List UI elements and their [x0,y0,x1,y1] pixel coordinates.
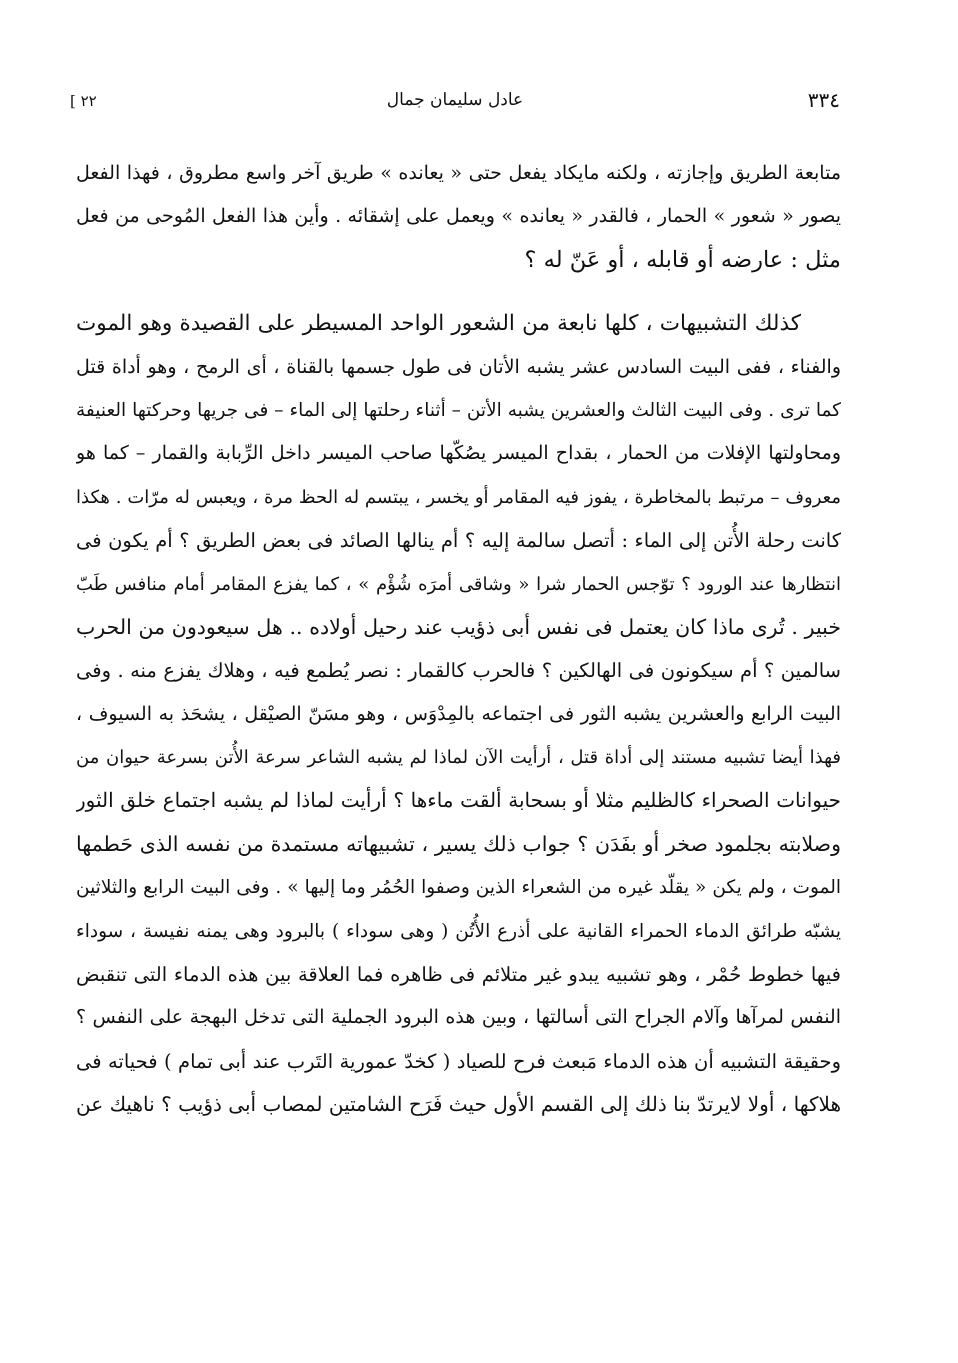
text-line: ومحاولتها الإفلات من الحمار ، بقداح الميسر يصُكّها صاحب الميسر داخل الرِّبابة والقمار – كما هو [76,442,841,465]
text-line: فهذا أيضا تشبيه مستند إلى أداة قتل ، أرأيت الآن لماذا لم يشبه الشاعر سرعة الأُتن بسرعة حيوان من [76,747,841,769]
text-line: وصلابته بجلمود صخر أو بفَدَن ؟ جواب ذلك يسير ، تشبيهاته مستمدة من نفسه الذى حَطمها [76,831,841,856]
body-text [76,152,841,1127]
running-head-author: عادل سليمان جمال [386,90,524,110]
text-line: هلاكها ، أولا لايرتدّ بنا ذلك إلى القسم الأول حيث فَرَح الشامتين لمصاب أبى ذؤيب ؟ ناهيك عن [76,1092,841,1117]
text-line: كانت رحلة الأُتن إلى الماء : أتصل سالمة إليه ؟ أم ينالها الصائد فى بعض الطريق ؟ أم يكون فى [76,529,841,553]
text-line: يشبّه طرائق الدماء الحمراء القانية على أذرع الأُتُن ( وهى سوداء ) بالبرود وهى يمنه نفيسة ، سوداء [76,920,841,942]
text-line: الموت ، ولم يكن « يقلّد غيره من الشعراء الذين وصفوا الحُمُر وما إليها » . وفى البيت الرابع والثلاثين [76,877,841,899]
paragraph-gap [76,282,841,302]
paragraph-1 [76,152,841,282]
text-line: فيها خطوط حُمْر ، وهو تشبيه يبدو غير متلائم فى ظاهره فما العلاقة بين هذه الدماء التى تنقبض [76,963,841,987]
text-line: حيوانات الصحراء كالظليم مثلا أو بسحابة ألقت ماءها ؟ أرأيت لماذا لم يشبه اجتماع خلق الثور [76,788,841,813]
text-line: والفناء ، ففى البيت السادس عشر يشبه الأتان فى طول جسمها بالقناة ، أى الرمح ، وهو أداة قتل [76,355,841,378]
text-line: مثل : عارضه أو قابله ، أو عَنّ له ؟ [524,246,841,273]
paragraph-2 [76,302,841,1126]
issue-number: [ ٢٢ [70,92,97,110]
text-line: وحقيقة التشبيه أن هذه الدماء مَبعث فرح للصياد ( كخدّ عمورية التَرب عند أبى تمام ) فحياته فى [76,1049,841,1073]
text-line: متابعة الطريق وإجازته ، ولكنه مايكاد يفعل حتى « يعانده » طريق آخر واسع مطروق ، فهذا الفعل [76,162,841,184]
text-line: النفس لمرآها وآلام الجراح التى أسالتها ، وبين هذه البرود الجملية التى تدخل البهجة على النفس ؟ [76,1006,841,1029]
page-header [70,88,840,118]
page-number: ٣٣٤ [807,88,840,112]
text-line: يصور « شعور » الحمار ، فالقدر « يعانده » ويعمل على إشقائه . وأين هذا الفعل المُوحى من فعل [76,205,841,228]
text-line: البيت الرابع والعشرين يشبه الثور فى اجتماعه بالمِدْوَس ، وهو مسَنّ الصيْقل ، يشحَذ به السيوف ، [76,702,841,725]
text-line: خبير . تُرى ماذا كان يعتمل فى نفس أبى ذؤيب عند رحيل أولاده .. هل سيعودون من الحرب [76,614,841,639]
text-line: انتظارها عند الورود ؟ توّجس الحمار شرا « وشاقى أمرَه شُؤْم » ، كما يفزع المقامر أمام منافس طَبّ [76,573,841,595]
text-line: كذلك التشبيهات ، كلها نابعة من الشعور الواحد المسيطر على القصيدة وهو الموت [76,311,801,337]
text-line: كما ترى . وفى البيت الثالث والعشرين يشبه الأتن – أثناء رحلتها إلى الماء – فى جريها وحركتها العنيفة [76,399,841,421]
text-line: سالمين ؟ أم سيكونون فى الهالكين ؟ فالحرب كالقمار : نصر يُطمع فيه ، وهلاك يفزع منه . وفى [76,659,841,683]
text-line: معروف – مرتبط بالمخاطرة ، يفوز فيه المقامر أو يخسر ، يبتسم له الحظ مرة ، ويعبس له مرّات . هكذا [76,486,841,508]
